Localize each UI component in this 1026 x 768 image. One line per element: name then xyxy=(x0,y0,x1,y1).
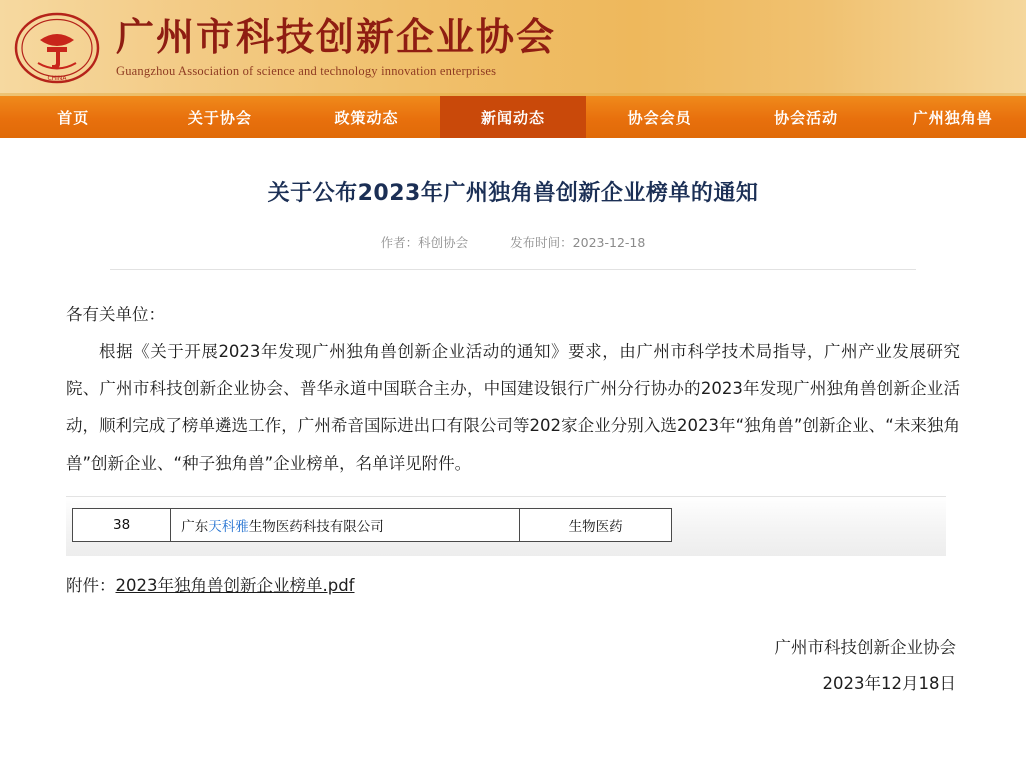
author-value: 科创协会 xyxy=(418,235,469,250)
snippet-table xyxy=(72,508,672,542)
signature-organization: 广州市科技创新企业协会 xyxy=(774,637,956,657)
salutation: 各有关单位： xyxy=(66,305,165,324)
nav-item-policy[interactable]: 政策动态 xyxy=(334,108,399,127)
publish-date-value: 2023-12-18 xyxy=(572,235,646,250)
nav-item-unicorn[interactable]: 广州独角兽 xyxy=(912,108,993,127)
main-navigation xyxy=(0,96,1026,138)
attachment-link[interactable]: 2023年独角兽创新企业榜单.pdf xyxy=(115,575,355,595)
attachment-line xyxy=(66,572,960,596)
site-title-cn: 广州市科技创新企业协会 xyxy=(116,14,557,59)
nav-item-about[interactable]: 关于协会 xyxy=(187,108,252,127)
embedded-table-snippet xyxy=(66,496,946,556)
article-body xyxy=(66,296,960,482)
svg-text:CHINA: CHINA xyxy=(47,75,67,82)
main-paragraph: 根据《关于开展2023年发现广州独角兽创新企业活动的通知》要求，由广州市科学技术局指导，广州产业发展研究院、广州市科技创新企业协会、普华永道中国联合主办，中国建设银行广州分行协办的2023年发现广州独角兽创新企业活动，顺利完成了榜单遴选工作，广州希音国际进出口有限公司等202家企业分别入选2023年“独角兽”创新企业、“未来独角兽”创新企业、“种子独角兽”企业榜单，名单详见附件。 xyxy=(66,342,960,473)
table-cell-number: 38 xyxy=(73,508,171,541)
attachment-label: 附件： xyxy=(66,575,116,595)
table-cell-company xyxy=(171,508,520,541)
page-title: 关于公布2023年广州独角兽创新企业榜单的通知 xyxy=(267,181,759,206)
nav-item-activities[interactable]: 协会活动 xyxy=(774,108,839,127)
site-header xyxy=(0,0,1026,96)
company-name-suffix: 生物医药科技有限公司 xyxy=(248,518,384,535)
article-meta xyxy=(66,233,960,251)
article-container xyxy=(0,176,1026,702)
association-logo xyxy=(14,10,100,86)
table-cell-category: 生物医药 xyxy=(520,508,672,541)
table-row xyxy=(73,508,672,541)
nav-item-news[interactable]: 新闻动态 xyxy=(440,96,587,138)
header-divider xyxy=(110,269,916,270)
nav-item-home[interactable]: 首页 xyxy=(57,108,90,127)
author-label: 作者： xyxy=(380,235,419,250)
publish-date-label: 发布时间： xyxy=(510,235,573,250)
company-name-prefix: 广东 xyxy=(181,518,209,535)
signature-date: 2023年12月18日 xyxy=(822,673,956,693)
signature-block xyxy=(66,630,960,703)
nav-item-members[interactable]: 协会会员 xyxy=(627,108,692,127)
site-title-en: Guangzhou Association of science and technology innovation enterprises xyxy=(116,64,497,79)
company-name-highlight: 天科雅 xyxy=(208,518,249,535)
